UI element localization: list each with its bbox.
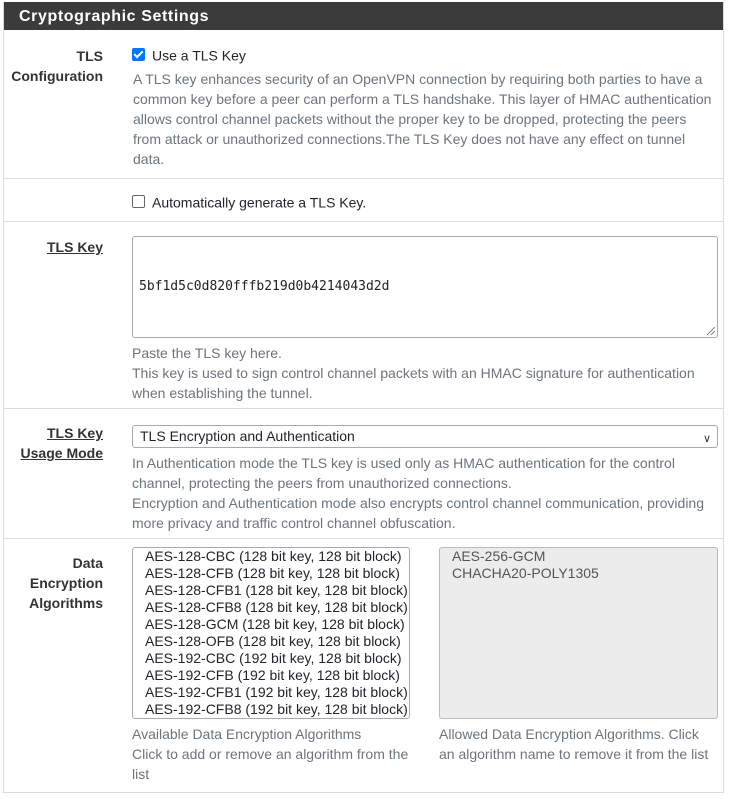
use-tls-key-label[interactable]: Use a TLS Key bbox=[152, 47, 246, 64]
row-auto-generate bbox=[4, 179, 723, 222]
list-item[interactable]: AES-128-CFB1 (128 bit key, 128 bit block) bbox=[145, 582, 408, 598]
row-tls-key bbox=[4, 222, 723, 409]
tls-key-line bbox=[139, 337, 711, 338]
section-title: Cryptographic Settings bbox=[4, 2, 723, 30]
list-item[interactable]: AES-192-CFB8 (192 bit key, 128 bit block) bbox=[145, 701, 408, 717]
allowed-algorithms-listbox[interactable] bbox=[439, 547, 718, 719]
data-encryption-algorithms-label: Data Encryption Algorithms bbox=[29, 555, 103, 611]
use-tls-key-checkbox[interactable] bbox=[132, 48, 145, 61]
list-item[interactable]: AES-128-GCM (128 bit key, 128 bit block) bbox=[145, 616, 405, 632]
tls-configuration-label: TLS Configuration bbox=[11, 48, 103, 84]
tls-key-textarea[interactable] bbox=[132, 236, 718, 338]
row-tls-key-usage-mode bbox=[4, 409, 723, 539]
list-item[interactable]: AES-128-CFB (128 bit key, 128 bit block) bbox=[145, 565, 400, 581]
list-item[interactable]: AES-192-CFB1 (192 bit key, 128 bit block) bbox=[145, 684, 408, 700]
available-algorithms-help: Available Data Encryption Algorithms Click to add or remove an algorithm from the list bbox=[132, 726, 409, 782]
tls-key-help: Paste the TLS key here. This key is used to sign control channel packets with an HMAC signature for authentication when establishing the tunnel. bbox=[132, 345, 695, 401]
list-item[interactable]: AES-128-CBC (128 bit key, 128 bit block) bbox=[145, 548, 402, 564]
list-item[interactable]: AES-128-CFB8 (128 bit key, 128 bit block) bbox=[145, 599, 408, 615]
auto-generate-checkbox[interactable] bbox=[132, 195, 145, 208]
tls-key-usage-mode-select[interactable]: TLS Encryption and Authentication ∨ bbox=[132, 425, 718, 448]
row-data-encryption-algorithms bbox=[4, 539, 723, 799]
cryptographic-settings-panel bbox=[3, 2, 724, 793]
list-item[interactable]: CHACHA20-POLY1305 bbox=[452, 565, 599, 581]
list-item[interactable]: AES-192-CBC (192 bit key, 128 bit block) bbox=[145, 650, 402, 666]
tls-configuration-help: A TLS key enhances security of an OpenVPN connection by requiring both parties to have a common key before a peer can perform a TLS handshake. This layer of HMAC authentication allows control channel packets without the proper key to be dropped, protecting the peers from attack or unauthorized connections.The TLS Key does not have any effect on tunnel data. bbox=[133, 71, 712, 167]
list-item[interactable]: AES-192-CFB (192 bit key, 128 bit block) bbox=[145, 667, 400, 683]
chevron-down-icon: ∨ bbox=[702, 433, 711, 445]
tls-key-usage-mode-label[interactable]: TLS Key Usage Mode bbox=[20, 425, 103, 461]
list-item[interactable]: AES-128-OFB (128 bit key, 128 bit block) bbox=[145, 633, 401, 649]
tls-key-label[interactable]: TLS Key bbox=[46, 239, 103, 255]
list-item[interactable]: AES-256-GCM bbox=[452, 548, 546, 564]
row-tls-configuration bbox=[4, 30, 723, 179]
allowed-algorithms-help: Allowed Data Encryption Algorithms. Click an algorithm name to remove it from the list bbox=[439, 726, 709, 762]
auto-generate-label[interactable]: Automatically generate a TLS Key. bbox=[152, 194, 367, 211]
available-algorithms-listbox[interactable] bbox=[132, 547, 410, 719]
tls-key-line: 5bf1d5c0d820fffb219d0b4214043d2d bbox=[139, 279, 390, 294]
tls-key-usage-mode-help: In Authentication mode the TLS key is used only as HMAC authentication for the control channel, protecting the peers from unauthorized connections. Encryption and Authentication mode also encrypts control channel communication, providing more privacy and traffic control channel obfuscation. bbox=[132, 455, 704, 531]
resize-handle-icon[interactable] bbox=[707, 327, 715, 335]
